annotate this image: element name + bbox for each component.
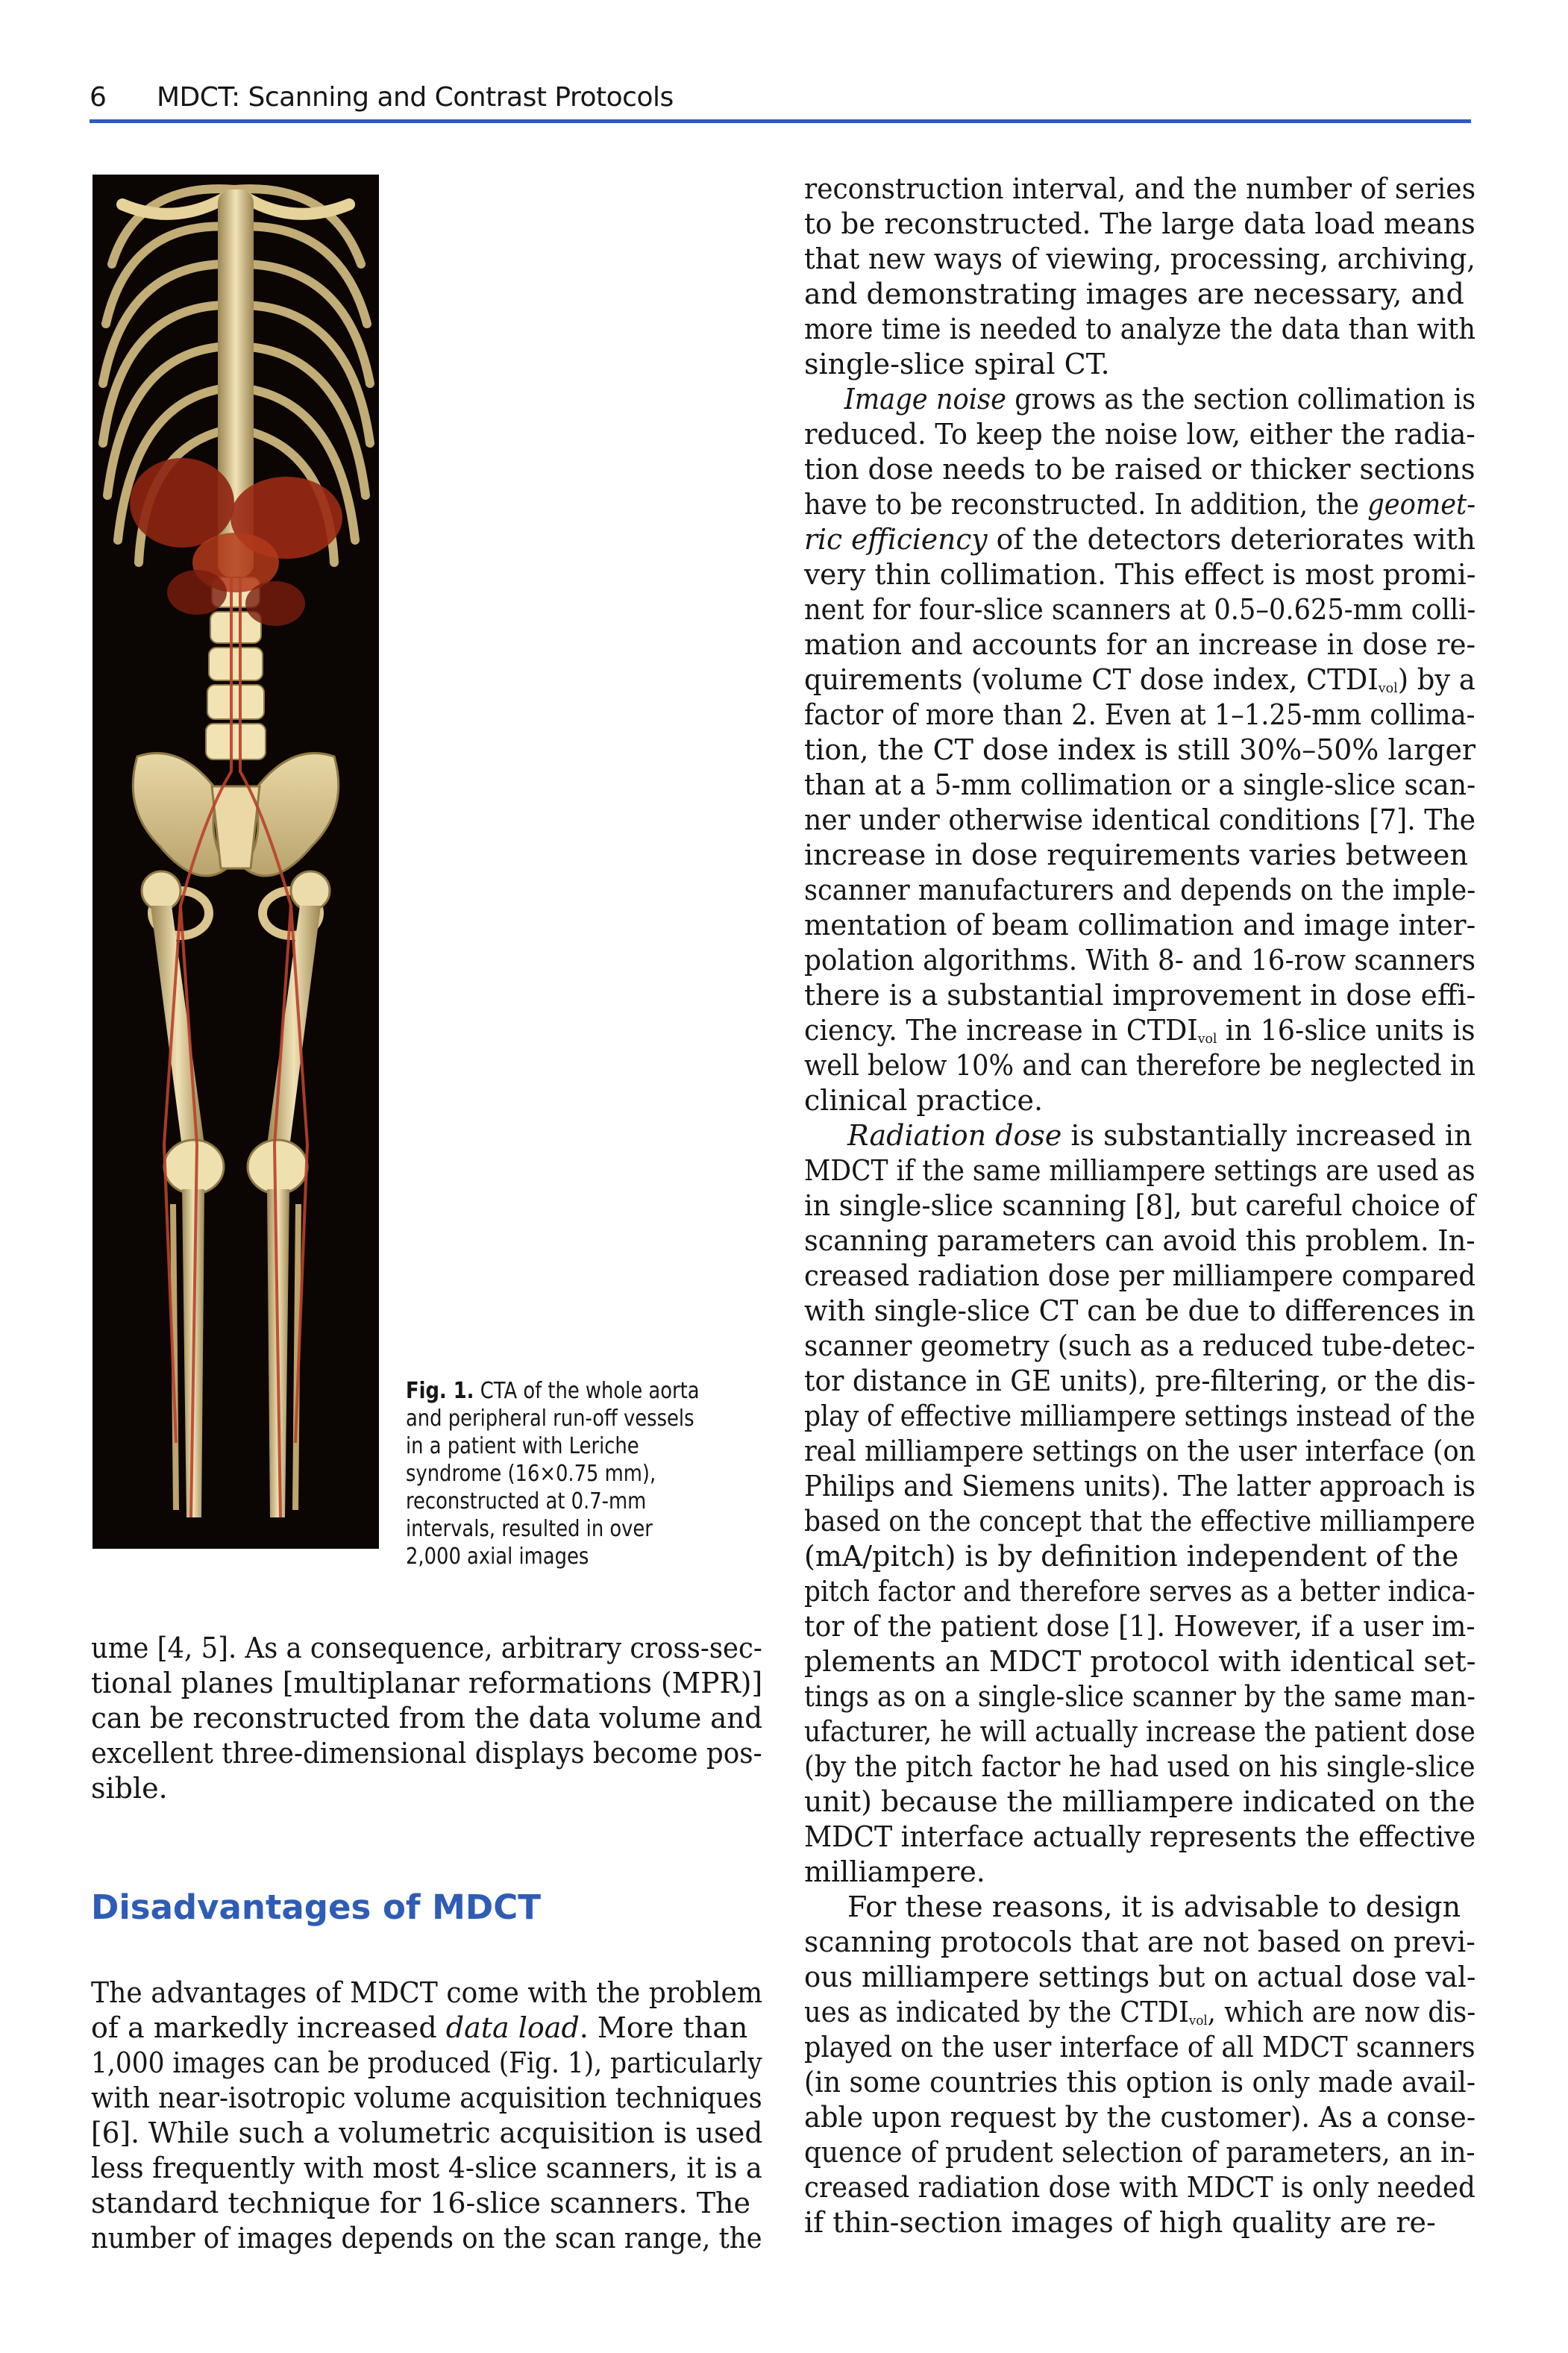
text-line: plements an MDCT protocol with identical set-	[804, 1645, 1476, 1678]
text-line: increase in dose requirements varies between	[804, 839, 1468, 871]
emphasis: Radiation dose	[847, 1119, 1062, 1152]
text-line: based on the concept that the effective milliampere	[804, 1505, 1476, 1538]
text-line: creased radiation dose per milliampere compared	[804, 1259, 1476, 1292]
text-run: is substantially increased in	[1061, 1119, 1473, 1152]
emphasis: ric efficiency	[804, 523, 988, 556]
text-line: MDCT if the same milliampere settings are used as	[804, 1154, 1476, 1187]
text-line: unit) because the milliampere indicated on the	[804, 1785, 1476, 1818]
text-line: ume [4, 5]. As a consequence, arbitrary cross-sec-	[91, 1632, 762, 1664]
text-line: mation and accounts for an increase in dose re-	[804, 628, 1476, 661]
text-line: nent for four-slice scanners at 0.5–0.625-mm colli-	[804, 593, 1476, 626]
left-column-continuation	[91, 1631, 762, 1806]
text-line: tion, the CT dose index is still 30%–50% larger	[804, 733, 1476, 766]
text-line: polation algorithms. With 8- and 16-row scanners	[804, 944, 1476, 977]
text-line: quence of prudent selection of parameters, an in-	[804, 2136, 1476, 2169]
text-line	[804, 522, 1476, 557]
text-line: scanning protocols that are not based on previ-	[804, 1926, 1476, 1958]
text-line: pitch factor and therefore serves as a better indica-	[804, 1575, 1476, 1608]
text-run: quirements (volume CT dose index, CTDI	[804, 663, 1379, 696]
emphasis: data load	[445, 2011, 580, 2044]
text-line: more time is needed to analyze the data than with	[804, 313, 1476, 345]
text-line: excellent three-dimensional displays become pos-	[91, 1737, 762, 1770]
text-line	[804, 382, 1476, 417]
text-run: of the detectors deteriorates with	[987, 523, 1476, 556]
text-line: with near-isotropic volume acquisition techniques	[91, 2081, 762, 2114]
text-run: . More than	[579, 2011, 748, 2044]
text-line: tional planes [multiplanar reformations (MPR)]	[91, 1667, 763, 1699]
text-line: sible.	[91, 1772, 168, 1805]
text-line	[804, 487, 1476, 522]
text-line: tor distance in GE units), pre-filtering, or the dis-	[804, 1365, 1476, 1397]
text-line: can be reconstructed from the data volume and	[91, 1702, 763, 1735]
text-line	[804, 662, 1476, 698]
skeleton-angiogram-illustration	[92, 175, 379, 1549]
text-line: [6]. While such a volumetric acquisition is used	[91, 2117, 763, 2149]
text-line: scanner manufacturers and depends on the imple-	[804, 874, 1476, 906]
text-line: able upon request by the customer). As a conse-	[804, 2101, 1476, 2134]
emphasis: Image noise	[844, 383, 1007, 416]
text-line: ner under otherwise identical conditions [7]. The	[804, 803, 1476, 836]
text-line	[91, 2011, 762, 2046]
left-column-paragraph	[91, 1976, 762, 2256]
figure-image	[92, 175, 379, 1549]
running-title: MDCT: Scanning and Contrast Protocols	[157, 82, 674, 113]
text-line: reconstruction interval, and the number of series	[804, 172, 1476, 205]
text-line: in single-slice scanning [8], but careful choice of	[804, 1189, 1476, 1222]
text-line: ufacturer, he will actually increase the patient dose	[804, 1715, 1476, 1748]
text-line: For these reasons, it is advisable to design	[847, 1890, 1461, 1923]
text-line: MDCT interface actually represents the effective	[804, 1820, 1476, 1853]
text-line: play of effective milliampere settings instead of the	[804, 1400, 1476, 1432]
text-line	[804, 1013, 1476, 1048]
text-line: reduced. To keep the noise low, either the radia-	[804, 418, 1476, 451]
text-line: less frequently with most 4-slice scanners, it is a	[91, 2152, 762, 2184]
text-line: scanning parameters can avoid this problem. In-	[804, 1224, 1476, 1257]
text-line	[804, 1118, 1476, 1153]
text-line: ous milliampere settings but on actual dose val-	[804, 1961, 1476, 1993]
text-line: factor of more than 2. Even at 1–1.25-mm collima-	[804, 698, 1476, 731]
text-line: Philips and Siemens units). The latter approach is	[804, 1470, 1476, 1503]
figure-caption-text: CTA of the whole aorta and peripheral run-off vessels in a patient with Leriche syndrome (16×0.75 mm), reconstructed at 0.7-mm intervals, resulted in over 2,000 axial images	[406, 1378, 700, 1570]
right-column	[804, 172, 1476, 2240]
subscript: vol	[1378, 680, 1398, 696]
text-run: , which are now dis-	[1207, 1996, 1476, 2028]
text-line: played on the user interface of all MDCT scanners	[804, 2031, 1476, 2064]
subscript: vol	[1197, 1031, 1217, 1047]
text-line: real milliampere settings on the user interface (on	[804, 1435, 1476, 1467]
text-line: if thin-section images of high quality are re-	[804, 2206, 1436, 2239]
page-number: 6	[90, 82, 107, 113]
text-line: creased radiation dose with MDCT is only needed	[804, 2171, 1476, 2204]
text-line: 1,000 images can be produced (Fig. 1), particularly	[91, 2046, 762, 2079]
text-line	[804, 1995, 1476, 2030]
text-line: clinical practice.	[804, 1084, 1044, 1117]
text-line: very thin collimation. This effect is most promi-	[804, 558, 1476, 591]
text-line: milliampere.	[804, 1855, 985, 1888]
text-line: that new ways of viewing, processing, archiving,	[804, 242, 1476, 275]
running-header	[90, 78, 1477, 122]
text-line: scanner geometry (such as a reduced tube-detec-	[804, 1329, 1476, 1362]
text-run: ues as indicated by the CTDI	[804, 1996, 1189, 2028]
text-line: than at a 5-mm collimation or a single-slice scan-	[804, 768, 1476, 801]
text-run: of a markedly increased	[91, 2011, 446, 2044]
text-line: tion dose needs to be raised or thicker sections	[804, 453, 1476, 486]
text-run: in 16-slice units is	[1217, 1014, 1476, 1047]
text-line: to be reconstructed. The large data load means	[804, 207, 1476, 240]
text-line: with single-slice CT can be due to differences in	[804, 1294, 1476, 1327]
text-run: have to be reconstructed. In addition, the	[804, 488, 1368, 521]
text-line: number of images depends on the scan range, the	[91, 2222, 762, 2255]
text-line: standard technique for 16-slice scanners. The	[91, 2187, 751, 2219]
section-heading: Disadvantages of MDCT	[91, 1887, 541, 1927]
emphasis: geomet-	[1367, 488, 1476, 521]
text-line: The advantages of MDCT come with the problem	[91, 1976, 763, 2009]
text-line: and demonstrating images are necessary, and	[804, 278, 1464, 310]
text-line: well below 10% and can therefore be neglected in	[804, 1049, 1476, 1082]
text-line: (mA/pitch) is by definition independent of the	[804, 1540, 1459, 1573]
header-rule	[90, 119, 1471, 123]
text-line: single-slice spiral CT.	[804, 348, 1110, 380]
figure-label: Fig. 1.	[406, 1378, 474, 1404]
text-run: ciency. The increase in CTDI	[804, 1014, 1198, 1047]
text-line: mentation of beam collimation and image inter-	[804, 909, 1476, 941]
text-line: (in some countries this option is only made avail-	[804, 2066, 1476, 2099]
text-line: there is a substantial improvement in dose effi-	[804, 979, 1476, 1012]
text-run: ) by a	[1397, 663, 1476, 696]
text-line: tor of the patient dose [1]. However, if a user im-	[804, 1610, 1476, 1643]
subscript: vol	[1188, 2013, 1208, 2028]
figure-caption	[406, 1377, 711, 1570]
text-line: tings as on a single-slice scanner by the same man-	[804, 1680, 1476, 1713]
text-run: grows as the section collimation is	[1006, 383, 1476, 416]
text-line: (by the pitch factor he had used on his single-slice	[804, 1750, 1476, 1783]
